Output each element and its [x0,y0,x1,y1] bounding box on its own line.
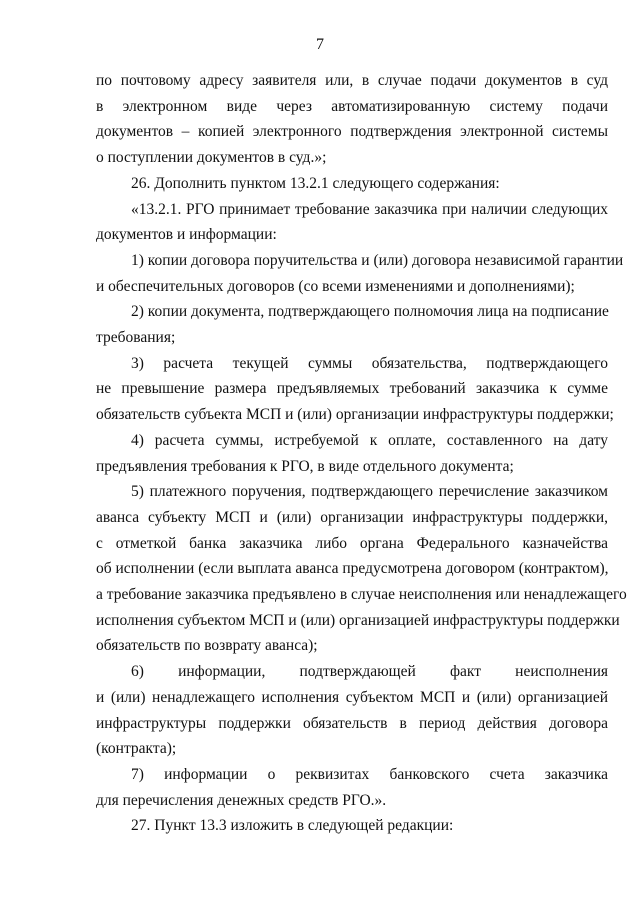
paragraph [96,428,608,479]
paragraph [96,197,608,248]
text-line: о поступлении документов в суд.»; [96,149,327,167]
text-line: по почтовому адресу заявителя или, в случае подачи документов в суд [96,72,608,89]
text-line: в электронном виде через автоматизированную систему подачи [96,97,608,115]
text-line: (контракта); [96,740,177,758]
text-line: обязательств по возврату аванса); [96,637,318,655]
text-line: 27. Пункт 13.3 изложить в следующей редакции: [131,817,454,835]
text-line: документов и информации: [96,226,277,244]
text-line: 2) копии документа, подтверждающего полномочия лица на подписание [131,303,609,321]
paragraph [96,659,608,762]
text-line: 6) информации, подтверждающей факт неисполнения [131,663,608,681]
paragraph [96,248,624,299]
paragraph [96,171,608,197]
paragraph [96,299,608,350]
text-line: 26. Дополнить пунктом 13.2.1 следующего содержания: [131,174,500,192]
text-line: 7) информации о реквизитах банковского счета заказчика [131,765,608,783]
page-number: 7 [316,36,324,53]
text-line: для перечисления денежных средств РГО.». [96,791,387,809]
text-line: не превышение размера предъявляемых требований заказчика к сумме [96,380,608,398]
text-line: инфраструктуры поддержки обязательств в период действия договора [96,714,608,732]
text-line: 3) расчета текущей суммы обязательства, подтверждающего [131,354,608,372]
text-line: 1) копии договора поручительства и (или) договора независимой гарантии [131,251,624,269]
text-line: а требование заказчика предъявлено в случае неисполнения или ненадлежащего [96,586,627,604]
text-line: и (или) ненадлежащего исполнения субъектом МСП и (или) организацией [96,688,608,706]
paragraph [96,351,614,428]
text-line: и обеспечительных договоров (со всеми изменениями и дополнениями); [96,277,575,295]
text-line: «13.2.1. РГО принимает требование заказчика при наличии следующих [131,200,608,218]
paragraph [96,479,627,659]
document-body [96,68,627,839]
text-line: исполнения субъектом МСП и (или) организацией инфраструктуры поддержки [96,611,620,629]
text-line: требования; [96,329,176,347]
text-line: 4) расчета суммы, истребуемой к оплате, составленного на дату [131,431,608,449]
text-line: предъявления требования к РГО, в виде отдельного документа; [96,457,514,475]
text-line: обязательств субъекта МСП и (или) организации инфраструктуры поддержки; [96,406,614,424]
paragraph [96,762,608,813]
text-line: аванса субъекту МСП и (или) организации инфраструктуры поддержки, [96,508,608,526]
paragraph [96,68,608,171]
text-line: документов – копией электронного подтверждения электронной системы [96,123,608,141]
text-line: с отметкой банка заказчика либо органа Федерального казначейства [96,534,608,552]
text-line: 5) платежного поручения, подтверждающего перечисление заказчиком [131,483,608,501]
text-line: об исполнении (если выплата аванса предусмотрена договором (контрактом), [96,560,609,578]
paragraph [96,813,608,839]
